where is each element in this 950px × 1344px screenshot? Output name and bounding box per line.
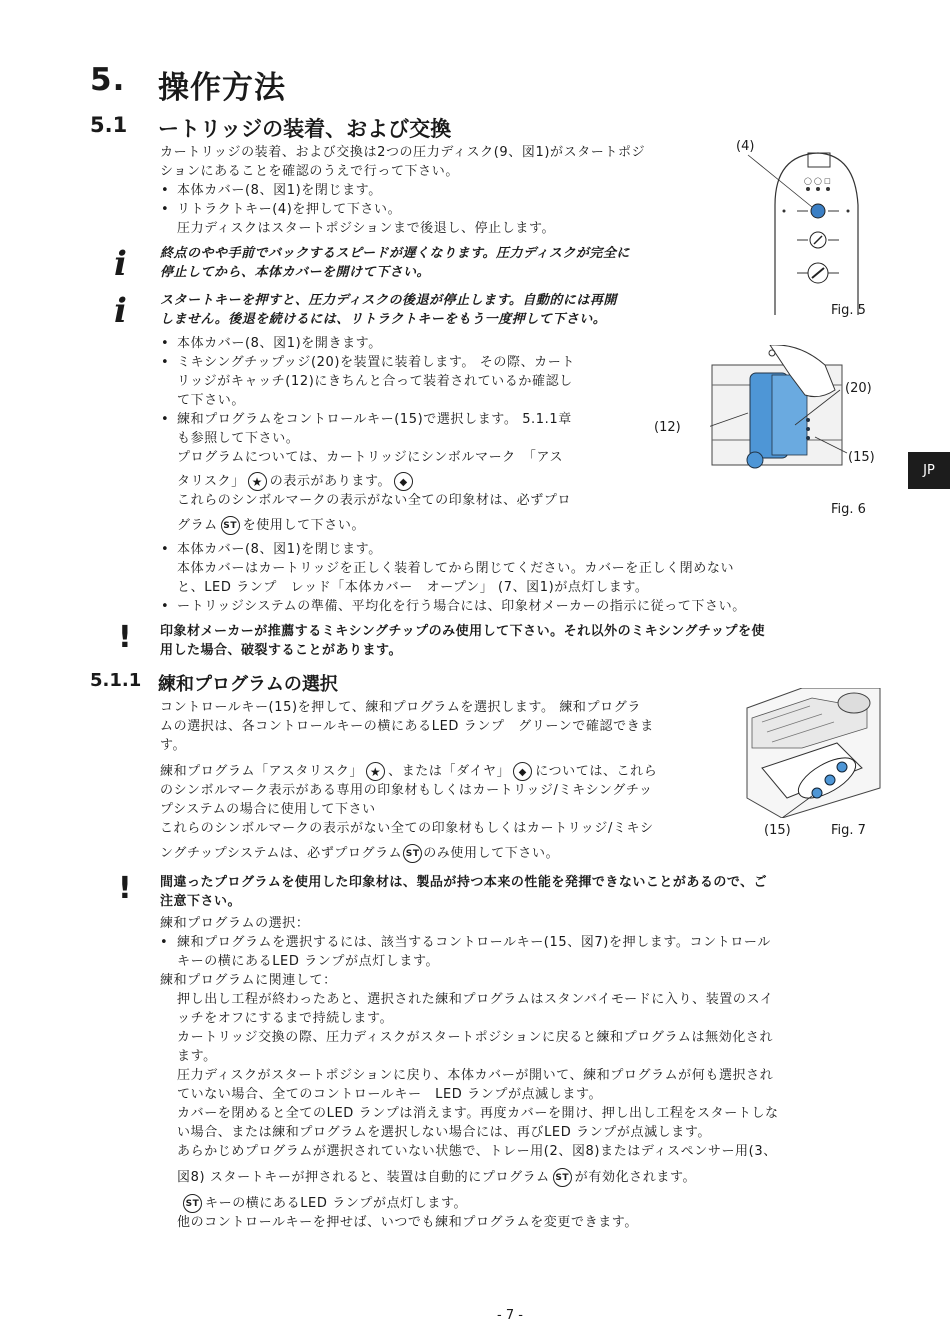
- fig7-label-15: (15): [764, 823, 791, 838]
- info-icon: i: [114, 244, 127, 284]
- fig6-label-20: (20): [845, 381, 872, 396]
- note-1: 終点のやや手前でバックするスピードが遅くなります。圧力ディスクが完全に 停止してから、本体カバーを開けて下さい。: [160, 246, 630, 280]
- fig7-caption: Fig. 7: [831, 823, 866, 838]
- fig5-control-panel-illustration: [740, 145, 875, 320]
- subsection-paragraph-2: 練和プログラム「アスタリスク」 ★ 、または「ダイヤ」 ◆ については、これら のシンボルマーク表示がある専用の印象材もしくはカートリッジ/ミキシングチッ プシステムの場合に使用して下さい これらのシンボルマークの表示がない全ての印象材もしくはカートリッジ/ミキシ ングチップシステムは、必ずプログラム ST のみ使用して下さい。: [160, 764, 658, 861]
- st-symbol-icon: ST: [553, 1168, 572, 1187]
- svg-text:◯ ◯ □: ◯ ◯ □: [804, 177, 831, 185]
- bullet-list-1: [161, 181, 737, 238]
- chapter-title: 操作方法: [158, 70, 286, 106]
- st-symbol-icon: ST: [403, 844, 422, 863]
- bullet-list-2: • 本体カバー(8、図1)を開きます。 • ミキシングチップッジ(20)を装置に装着します。 その際、カート リッジがキャッチ(12)にきちんと合って装着されているか確認し て下さい。 • 練和プログラムをコントロールキー(15)で選択します。 5.1.1章 も参照して下さい。 プログラムについては、カートリッジにシンボルマーク 「アス タリスク」 ★ の表示があります。 ◆ これらのシンボルマークの表示がない全ての印象材は、必ずプロ グラム ST を使用して下さい。: [177, 334, 657, 535]
- section-title: ートリッジの装着、および交換: [158, 117, 452, 141]
- language-tab: JP: [908, 452, 950, 489]
- fig5-label-4: (4): [736, 139, 755, 154]
- asterisk-symbol-icon: ★: [366, 762, 385, 781]
- list-item: • 本体カバー(8、図1)を閉じます。: [161, 183, 382, 198]
- section-number: 5.1: [90, 113, 128, 137]
- program-selection: 練和プログラムの選択： • 練和プログラムを選択するには、該当するコントロールキー(15、図7)を押します。コントロール キーの横にあるLED ランプが点灯します。 練和プログラムに関連して：: [160, 914, 880, 990]
- fig5-caption: Fig. 5: [831, 303, 866, 318]
- fig6-caption: Fig. 6: [831, 502, 866, 517]
- list-item: • 練和プログラムを選択するには、該当するコントロールキー(15、図7)を押します。コントロール: [160, 935, 771, 950]
- list-item: • ミキシングチップッジ(20)を装置に装着します。 その際、カート: [161, 355, 575, 370]
- list-item: • 練和プログラムをコントロールキー(15)で選択します。 5.1.1章: [161, 412, 572, 427]
- warning-icon: !: [118, 871, 132, 906]
- fig6-label-15: (15): [848, 450, 875, 465]
- warning-1: 印象材メーカーが推薦するミキシングチップのみ使用して下さい。それ以外のミキシングチップを使 用した場合、破裂することがあります。: [160, 624, 766, 658]
- subsection-number: 5.1.1: [90, 670, 142, 691]
- list-item: • 本体カバー(8、図1)を閉じます。: [161, 542, 382, 557]
- list-item-detail: 圧力ディスクはスタートポジションまで後退し、停止します。: [177, 221, 556, 236]
- st-symbol-icon: ST: [183, 1194, 202, 1213]
- list-item: • 本体カバー(8、図1)を開きます。: [161, 336, 382, 351]
- chapter-number: 5.: [90, 62, 126, 98]
- warning-icon: !: [118, 620, 132, 655]
- fig6-cartridge-illustration: [710, 345, 850, 470]
- section-5-1-intro: カートリッジの装着、および交換は2つの圧力ディスク(9、図1)がスタートポジ ションにあることを確認のうえで行って下さい。: [160, 145, 646, 179]
- subsection-paragraph-1: コントロールキー(15)を押して、練和プログラムを選択します。 練和プログラ ムの選択は、各コントロールキーの横にあるLED ランプ グリーンで確認できま す。: [160, 700, 654, 753]
- warning-2: 間違ったプログラムを使用した印象材は、製品が持つ本来の性能を発揮できないことがあるので、ご 注意下さい。: [160, 875, 768, 909]
- bullet-list-3: • 本体カバー(8、図1)を閉じます。 本体カバーはカートリッジを正しく装着してから閉じてください。カバーを正しく閉めない と、LED ランプ レッド「本体カバー オープン」 (7、図1)が点灯します。 • ートリッジシステムの準備、平均化を行う場合には、印象材メーカーの指示に従って下さい。: [177, 540, 877, 616]
- subsection-title: 練和プログラムの選択: [158, 674, 338, 695]
- list-item: • リトラクトキー(4)を押して下さい。: [161, 202, 402, 217]
- list-item: • ートリッジシステムの準備、平均化を行う場合には、印象材メーカーの指示に従って下さい。: [161, 599, 746, 614]
- fig7-control-keys-illustration: [742, 688, 882, 818]
- diamond-symbol-icon: ◆: [394, 472, 413, 491]
- page-number: - 7 -: [497, 1308, 523, 1323]
- asterisk-symbol-icon: ★: [248, 472, 267, 491]
- st-symbol-icon: ST: [221, 516, 240, 535]
- program-notes: 押し出し工程が終わったあと、選択された練和プログラムはスタンバイモードに入り、装置のスイ ッチをオフにするまで持続します。 カートリッジ交換の際、圧力ディスクがスタートポジションに戻ると練和プログラムは無効化され ます。 圧力ディスクがスタートポジションに戻り、本体カバーが開いて、練和プログラムが何も選択され ていない場合、全てのコントロールキー LED ランプが点滅します。 カバーを閉めると全てのLED ランプは消えます。再度カバーを開け、押し出し工程をスタートしな い場合、または練和プログラムを選択しない場合には、再びLED ランプが点滅します。 あらかじめプログラムが選択されていない状態で、トレー用(2、図8)またはディスペンサー用(3、 図8) スタートキーが押されると、装置は自動的にプログラム ST が有効化されます。 ST キーの横にあるLED ランプが点灯します。 他のコントロールキーを押せば、いつでも練和プログラムを変更できます。: [177, 992, 779, 1230]
- diamond-symbol-icon: ◆: [513, 762, 532, 781]
- fig6-label-12: (12): [654, 420, 681, 435]
- note-2: スタートキーを押すと、圧力ディスクの後退が停止します。自動的には再開 しません。後退を続けるには、リトラクトキーをもう一度押して下さい。: [160, 293, 617, 327]
- info-icon: i: [114, 291, 127, 331]
